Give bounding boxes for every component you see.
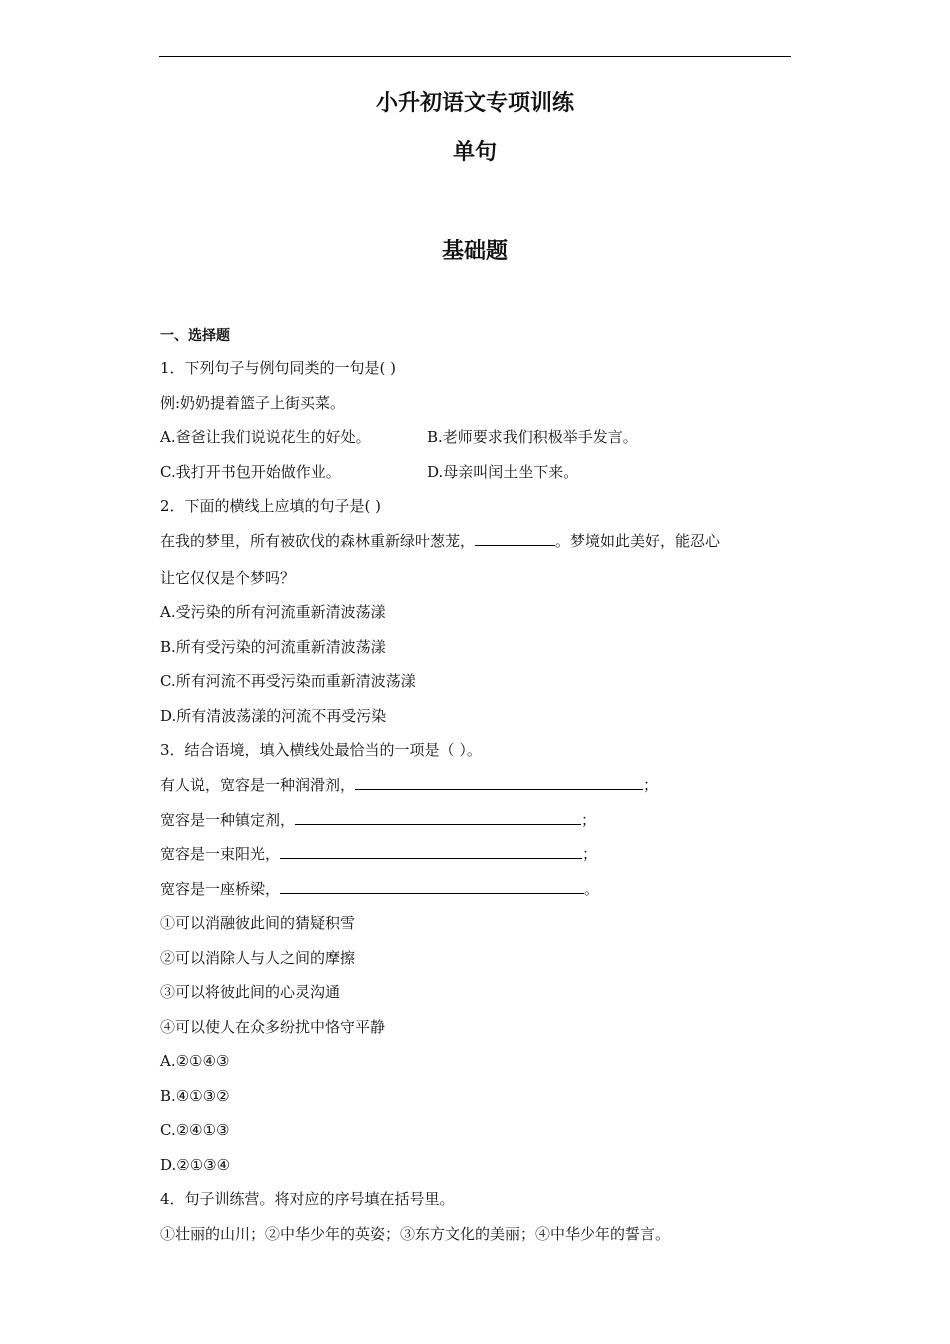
q3-option-a: A.②①④③	[160, 1052, 230, 1070]
q3-line4-text: 宽容是一座桥梁，	[160, 880, 281, 898]
q1-option-b: B.老师要求我们积极举手发言。	[427, 428, 638, 446]
q3-line1-text: 有人说，宽容是一种润滑剂，	[160, 776, 356, 794]
document-title: 小升初语文专项训练	[375, 91, 574, 116]
q1-stem: 1．下列句子与例句同类的一句是( )	[160, 359, 397, 377]
q1-option-d: D.母亲叫闰土坐下来。	[427, 463, 579, 481]
q3-choice-2: ②可以消除人与人之间的摩擦	[160, 949, 356, 967]
q1-example: 例:奶奶提着篮子上街买菜。	[160, 394, 346, 412]
q3-option-d: D.②①③④	[160, 1156, 231, 1174]
q3-choice-1: ①可以消融彼此间的猜疑积雪	[160, 914, 356, 932]
q2-stem: 2．下面的横线上应填的句子是( )	[160, 497, 382, 515]
q4-stem: 4．句子训练营。将对应的序号填在括号里。	[160, 1190, 455, 1208]
q2-option-c: C.所有河流不再受污染而重新清波荡漾	[160, 672, 416, 690]
q2-option-b: B.所有受污染的河流重新清波荡漾	[160, 638, 386, 656]
q2-passage-end: 。梦境如此美好，能忍心	[555, 532, 721, 550]
difficulty-heading: 基础题	[441, 239, 508, 264]
q3-line3-text: 宽容是一束阳光，	[160, 845, 281, 863]
q3-line1	[160, 775, 658, 795]
q2-passage-start: 在我的梦里，所有被砍伐的森林重新绿叶葱茏，	[160, 532, 476, 550]
q1-options-row2	[160, 462, 792, 482]
q3-blank-1	[355, 775, 643, 790]
q1-options-row1	[160, 427, 792, 447]
q1-option-c: C.我打开书包开始做作业。	[160, 463, 341, 481]
q3-blank-3	[280, 844, 582, 859]
q2-option-d: D.所有清波荡漾的河流不再受污染	[160, 707, 387, 725]
q3-option-c: C.②④①③	[160, 1121, 230, 1139]
q3-stem: 3．结合语境，填入横线处最恰当的一项是（ ）。	[160, 741, 482, 759]
q3-line4	[160, 879, 599, 899]
q3-choice-3: ③可以将彼此间的心灵沟通	[160, 983, 341, 1001]
q3-line4-end: 。	[584, 880, 600, 898]
q3-line3	[160, 844, 597, 864]
q2-passage-line1	[160, 531, 720, 551]
q2-passage-line2: 让它仅仅是个梦吗？	[160, 569, 296, 587]
q3-blank-4	[280, 879, 584, 894]
q3-line2-end: ；	[581, 811, 597, 829]
q3-line2-text: 宽容是一种镇定剂，	[160, 811, 296, 829]
q2-blank	[475, 531, 555, 546]
q3-option-b: B.④①③②	[160, 1087, 230, 1105]
q3-line2	[160, 810, 596, 830]
document-subtitle: 单句	[452, 140, 497, 165]
q3-line1-end: ；	[643, 776, 659, 794]
q3-choice-4: ④可以使人在众多纷扰中恪守平静	[160, 1018, 386, 1036]
header-rule	[159, 56, 791, 57]
q4-options: ①壮丽的山川；②中华少年的英姿；③东方文化的美丽；④中华少年的誓言。	[160, 1225, 671, 1243]
section-heading: 一、选择题	[160, 328, 230, 344]
q2-option-a: A.受污染的所有河流重新清波荡漾	[160, 603, 386, 621]
q1-option-a: A.爸爸让我们说说花生的好处。	[160, 428, 371, 446]
q3-blank-2	[295, 810, 581, 825]
q3-line3-end: ；	[582, 845, 598, 863]
